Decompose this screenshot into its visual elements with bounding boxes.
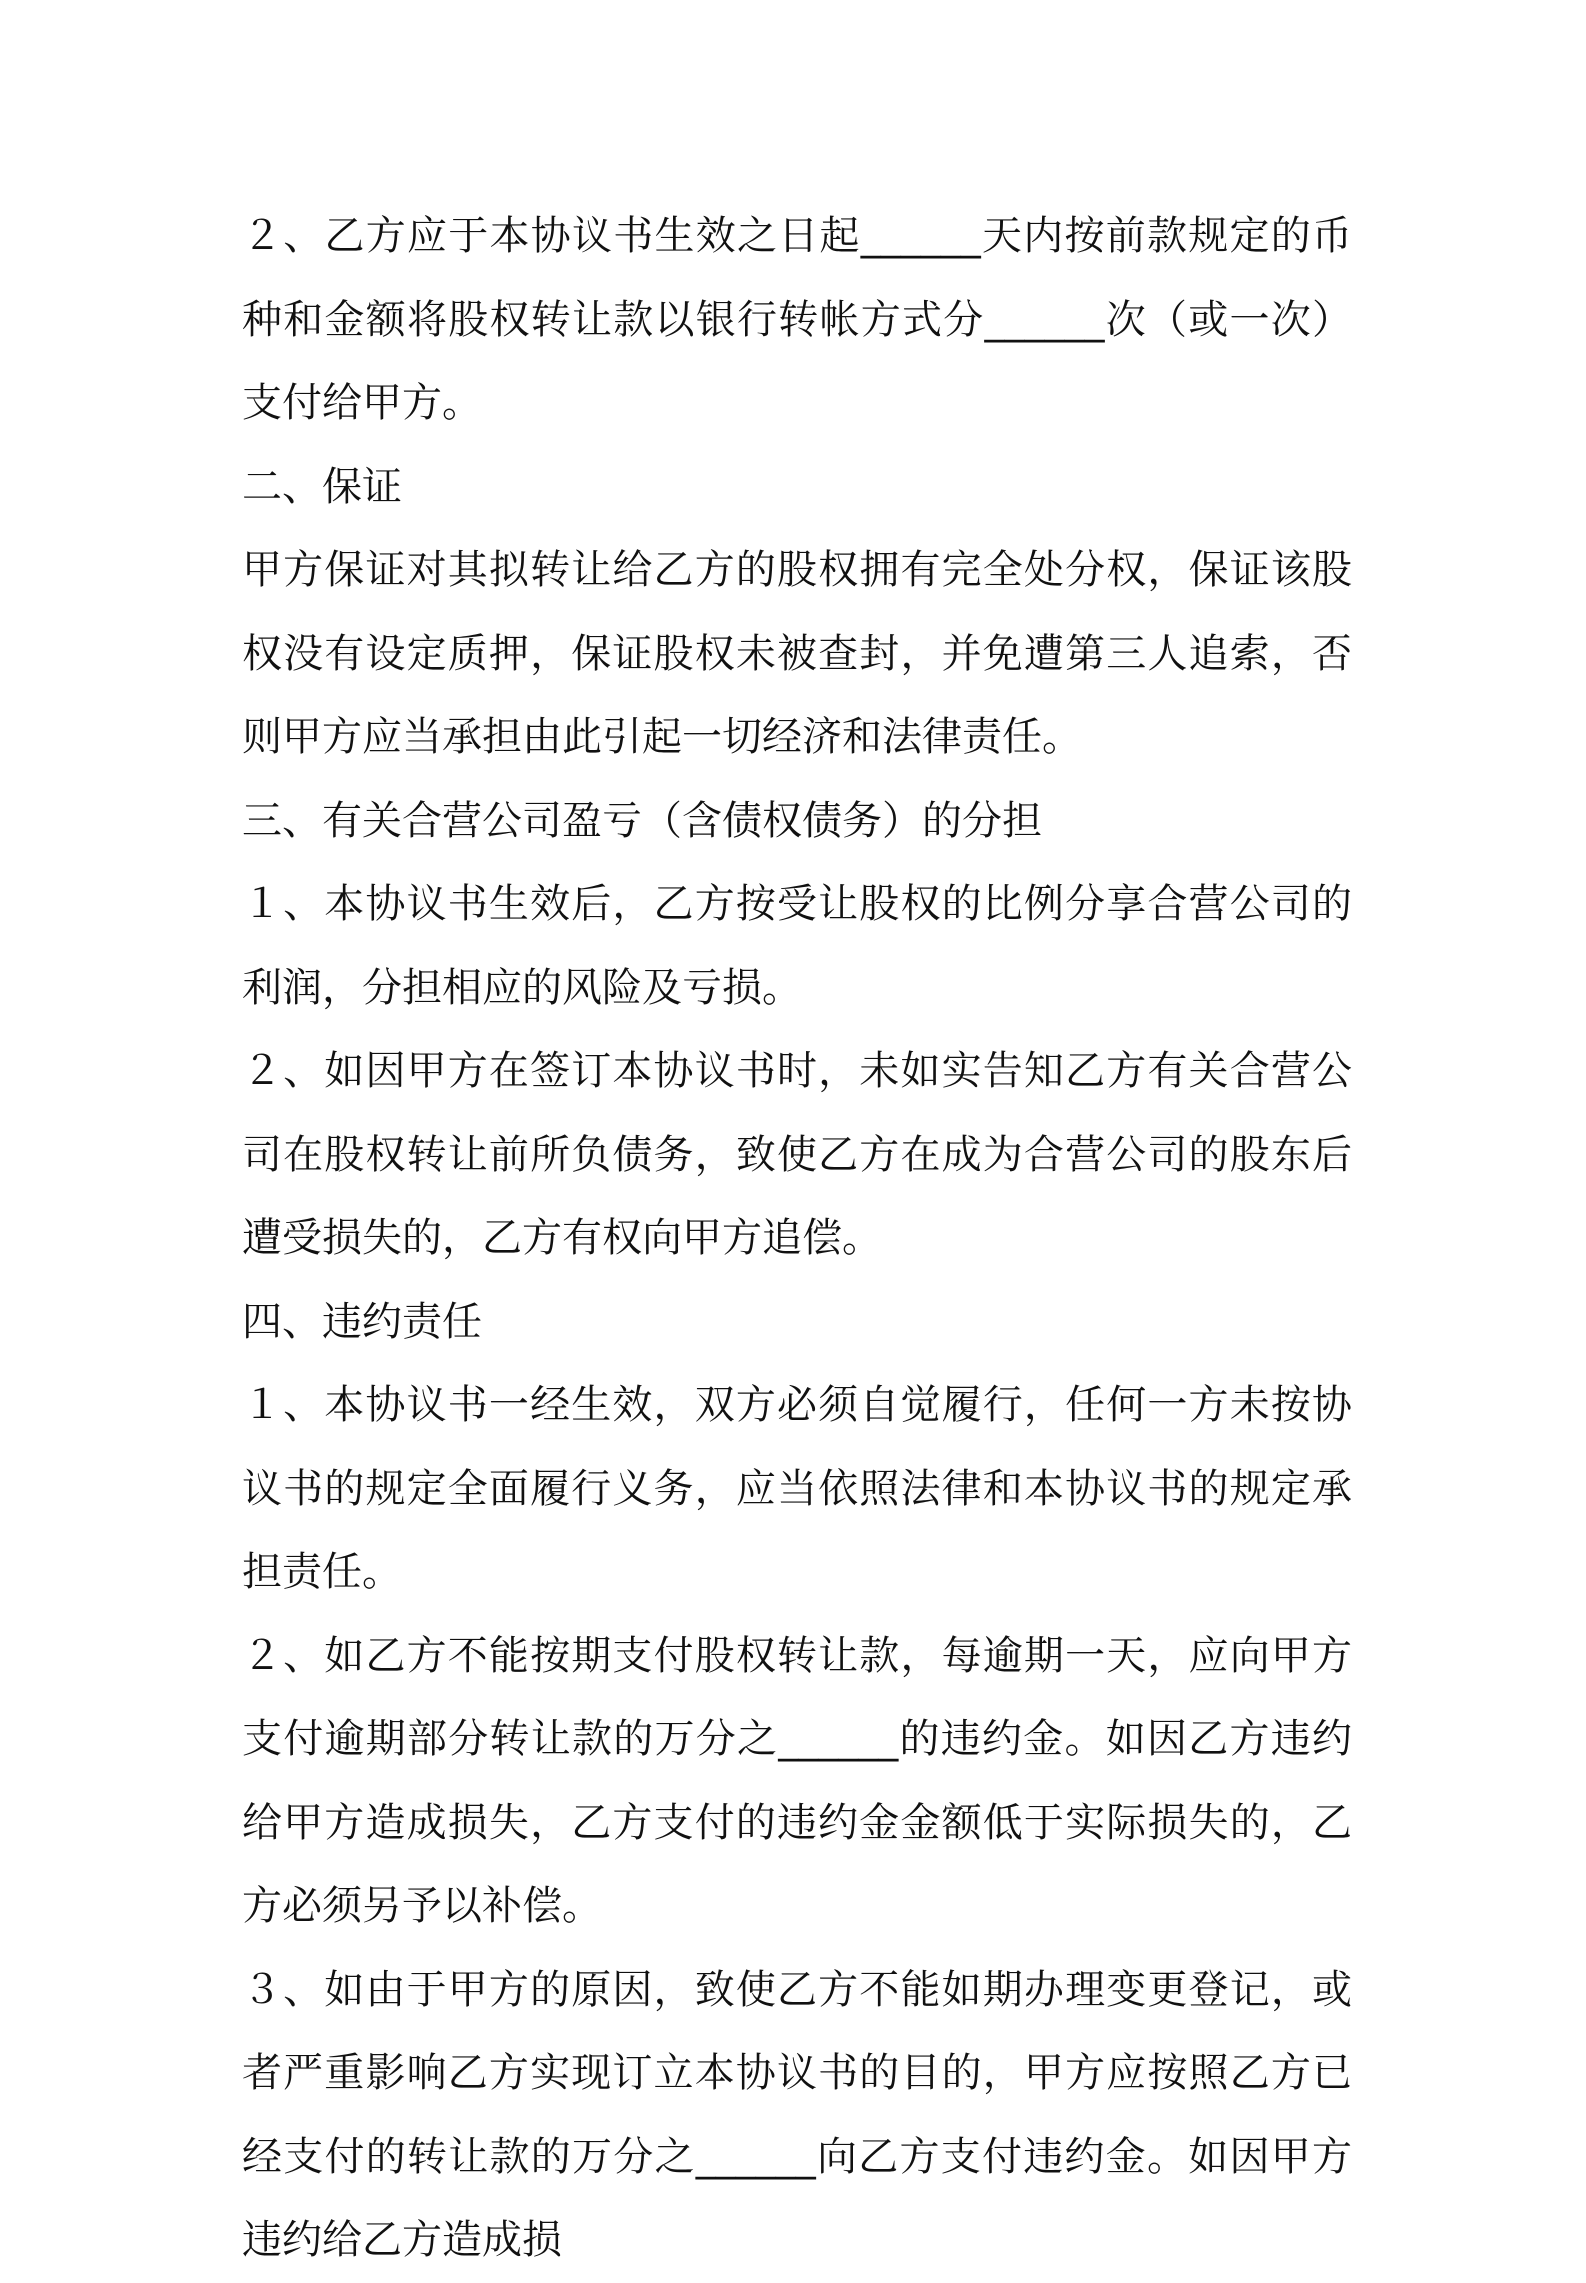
heading-breach-liability: 四、违约责任 [242, 1298, 482, 1345]
paragraph-payment-term: ２、乙方应于本协议书生效之日起______天内按前款规定的币种和金额将股权转让款以银行转帐方式分______次（或一次）支付给甲方。 [242, 213, 1352, 426]
paragraph-registration-delay-penalty: ３、如由于甲方的原因，致使乙方不能如期办理变更登记，或者严重影响乙方实现订立本协议书的目的，甲方应按照乙方已经支付的转让款的万分之______向乙方支付违约金。如因甲方违约给乙方造成损 [242, 1966, 1352, 2263]
heading-guarantee: 二、保证 [242, 463, 402, 510]
paragraph-breach-general: １、本协议书一经生效，双方必须自觉履行，任何一方未按协议书的规定全面履行义务，应当依照法律和本协议书的规定承担责任。 [242, 1382, 1352, 1595]
heading-profit-loss-sharing: 三、有关合营公司盈亏（含债权债务）的分担 [242, 797, 1042, 844]
paragraph-debt-recourse: ２、如因甲方在签订本协议书时，未如实告知乙方有关合营公司在股权转让前所负债务，致使乙方在成为合营公司的股东后遭受损失的，乙方有权向甲方追偿。 [242, 1048, 1352, 1261]
paragraph-late-payment-penalty: ２、如乙方不能按期支付股权转让款，每逾期一天，应向甲方支付逾期部分转让款的万分之______的违约金。如因乙方违约给甲方造成损失，乙方支付的违约金金额低于实际损失的，乙方必须另予以补偿。 [242, 1632, 1352, 1929]
document-body [242, 195, 1352, 2283]
paragraph-profit-sharing: １、本协议书生效后，乙方按受让股权的比例分享合营公司的利润，分担相应的风险及亏损。 [242, 881, 1352, 1011]
paragraph-guarantee: 甲方保证对其拟转让给乙方的股权拥有完全处分权，保证该股权没有设定质押，保证股权未被查封，并免遭第三人追索，否则甲方应当承担由此引起一切经济和法律责任。 [242, 547, 1352, 760]
